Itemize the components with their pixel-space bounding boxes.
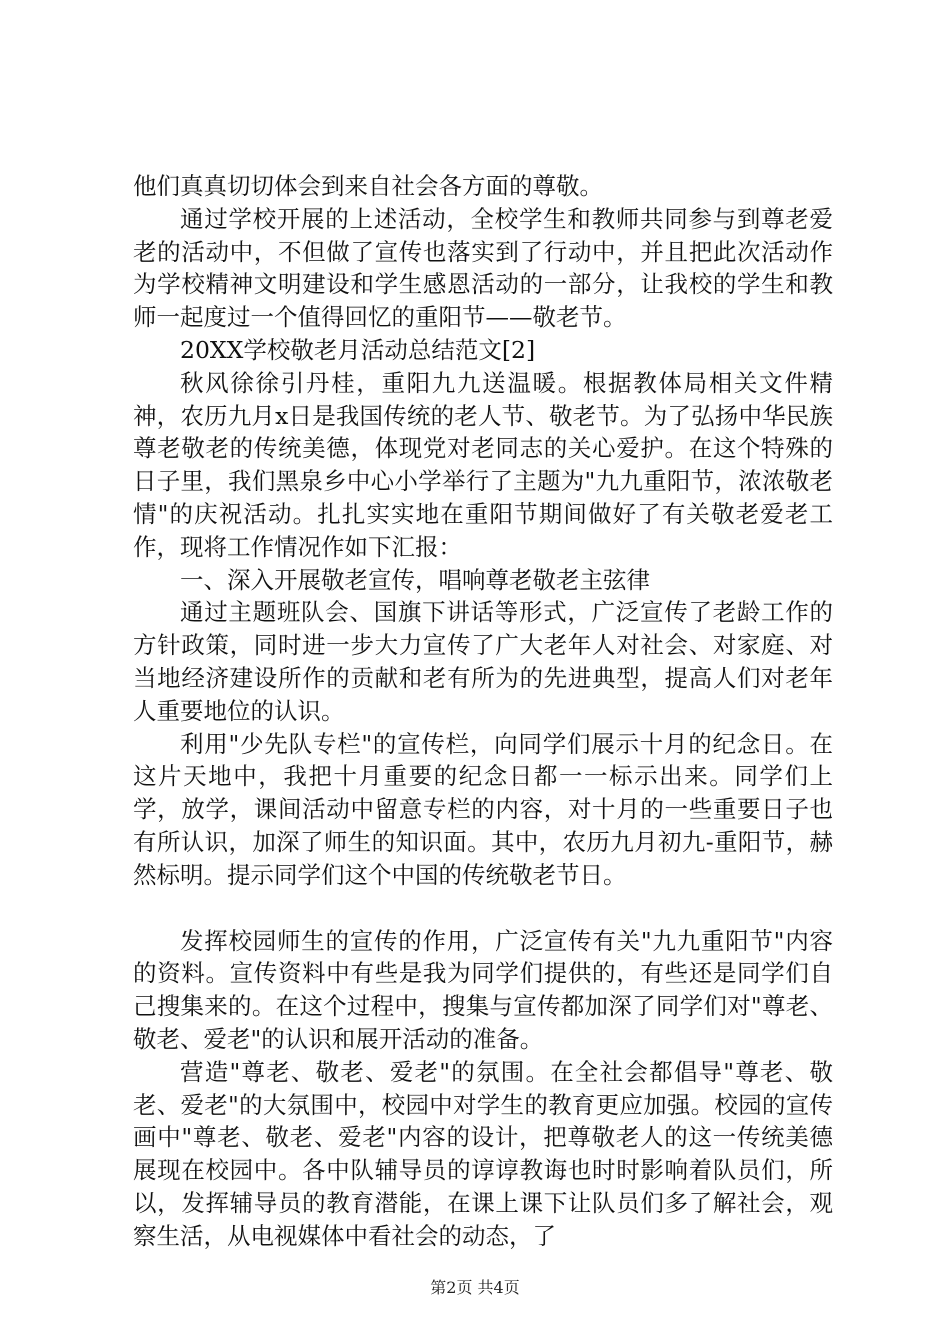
paragraph-introduction: 秋风徐徐引丹桂，重阳九九送温暖。根据教体局相关文件精神，农历九月x日是我国传统的老人节、敬老节。为了弘扬中华民族尊老敬老的传统美德，体现党对老同志的关心爱护。在这个特殊的日子里，我们黑泉乡中心小学举行了主题为"九九重阳节，浓浓敬老情"的庆祝活动。扎扎实实地在重阳节期间做好了有关敬老爱老工作，现将工作情况作如下汇报： [133, 368, 833, 561]
paragraph-continuation: 他们真真切切体会到来自社会各方面的尊敬。 [133, 172, 603, 200]
section-heading: 20XX学校敬老月活动总结范文[2] [180, 335, 536, 364]
document-body [133, 170, 833, 1253]
paragraph-atmosphere: 营造"尊老、敬老、爱老"的氛围。在全社会都倡导"尊老、敬老、爱老"的大氛围中，校园中对学生的教育更应加强。校园的宣传画中"尊老、敬老、爱老"内容的设计，把尊敬老人的这一传统美德展现在校园中。各中队辅导员的谆谆教诲也时时影响着队员们，所以，发挥辅导员的教育潜能，在课上课下让队员们多了解社会，观察生活，从电视媒体中看社会的动态，了 [133, 1057, 833, 1250]
subheading-promotion: 一、深入开展敬老宣传，唱响尊老敬老主弦律 [180, 565, 650, 594]
paragraph-bulletin-board: 利用"少先队专栏"的宣传栏，向同学们展示十月的纪念日。在这片天地中，我把十月重要的纪念日都一一标示出来。同学们上学，放学，课间活动中留意专栏的内容，对十月的一些重要日子也有所认识，加深了师生的知识面。其中，农历九月初九-重阳节，赫然标明。提示同学们这个中国的传统敬老节日。 [133, 729, 833, 889]
paragraph-campus-promotion: 发挥校园师生的宣传的作用，广泛宣传有关"九九重阳节"内容的资料。宣传资料中有些是我为同学们提供的，有些还是同学们自己搜集来的。在这个过程中，搜集与宣传都加深了同学们对"尊老、敬老、爱老"的认识和展开活动的准备。 [133, 926, 833, 1053]
page-footer: 第2页 共4页 [430, 1278, 520, 1297]
paragraph-class-meetings: 通过主题班队会、国旗下讲话等形式，广泛宣传了老龄工作的方针政策，同时进一步大力宣传了广大老年人对社会、对家庭、对当地经济建设所作的贡献和老有所为的先进典型，提高人们对老年人重要地位的认识。 [133, 598, 833, 725]
paragraph-activity-summary: 通过学校开展的上述活动，全校学生和教师共同参与到尊老爱老的活动中，不但做了宣传也落实到了行动中，并且把此次活动作为学校精神文明建设和学生感恩活动的一部分，让我校的学生和教师一起度过一个值得回忆的重阳节——敬老节。 [133, 204, 833, 332]
